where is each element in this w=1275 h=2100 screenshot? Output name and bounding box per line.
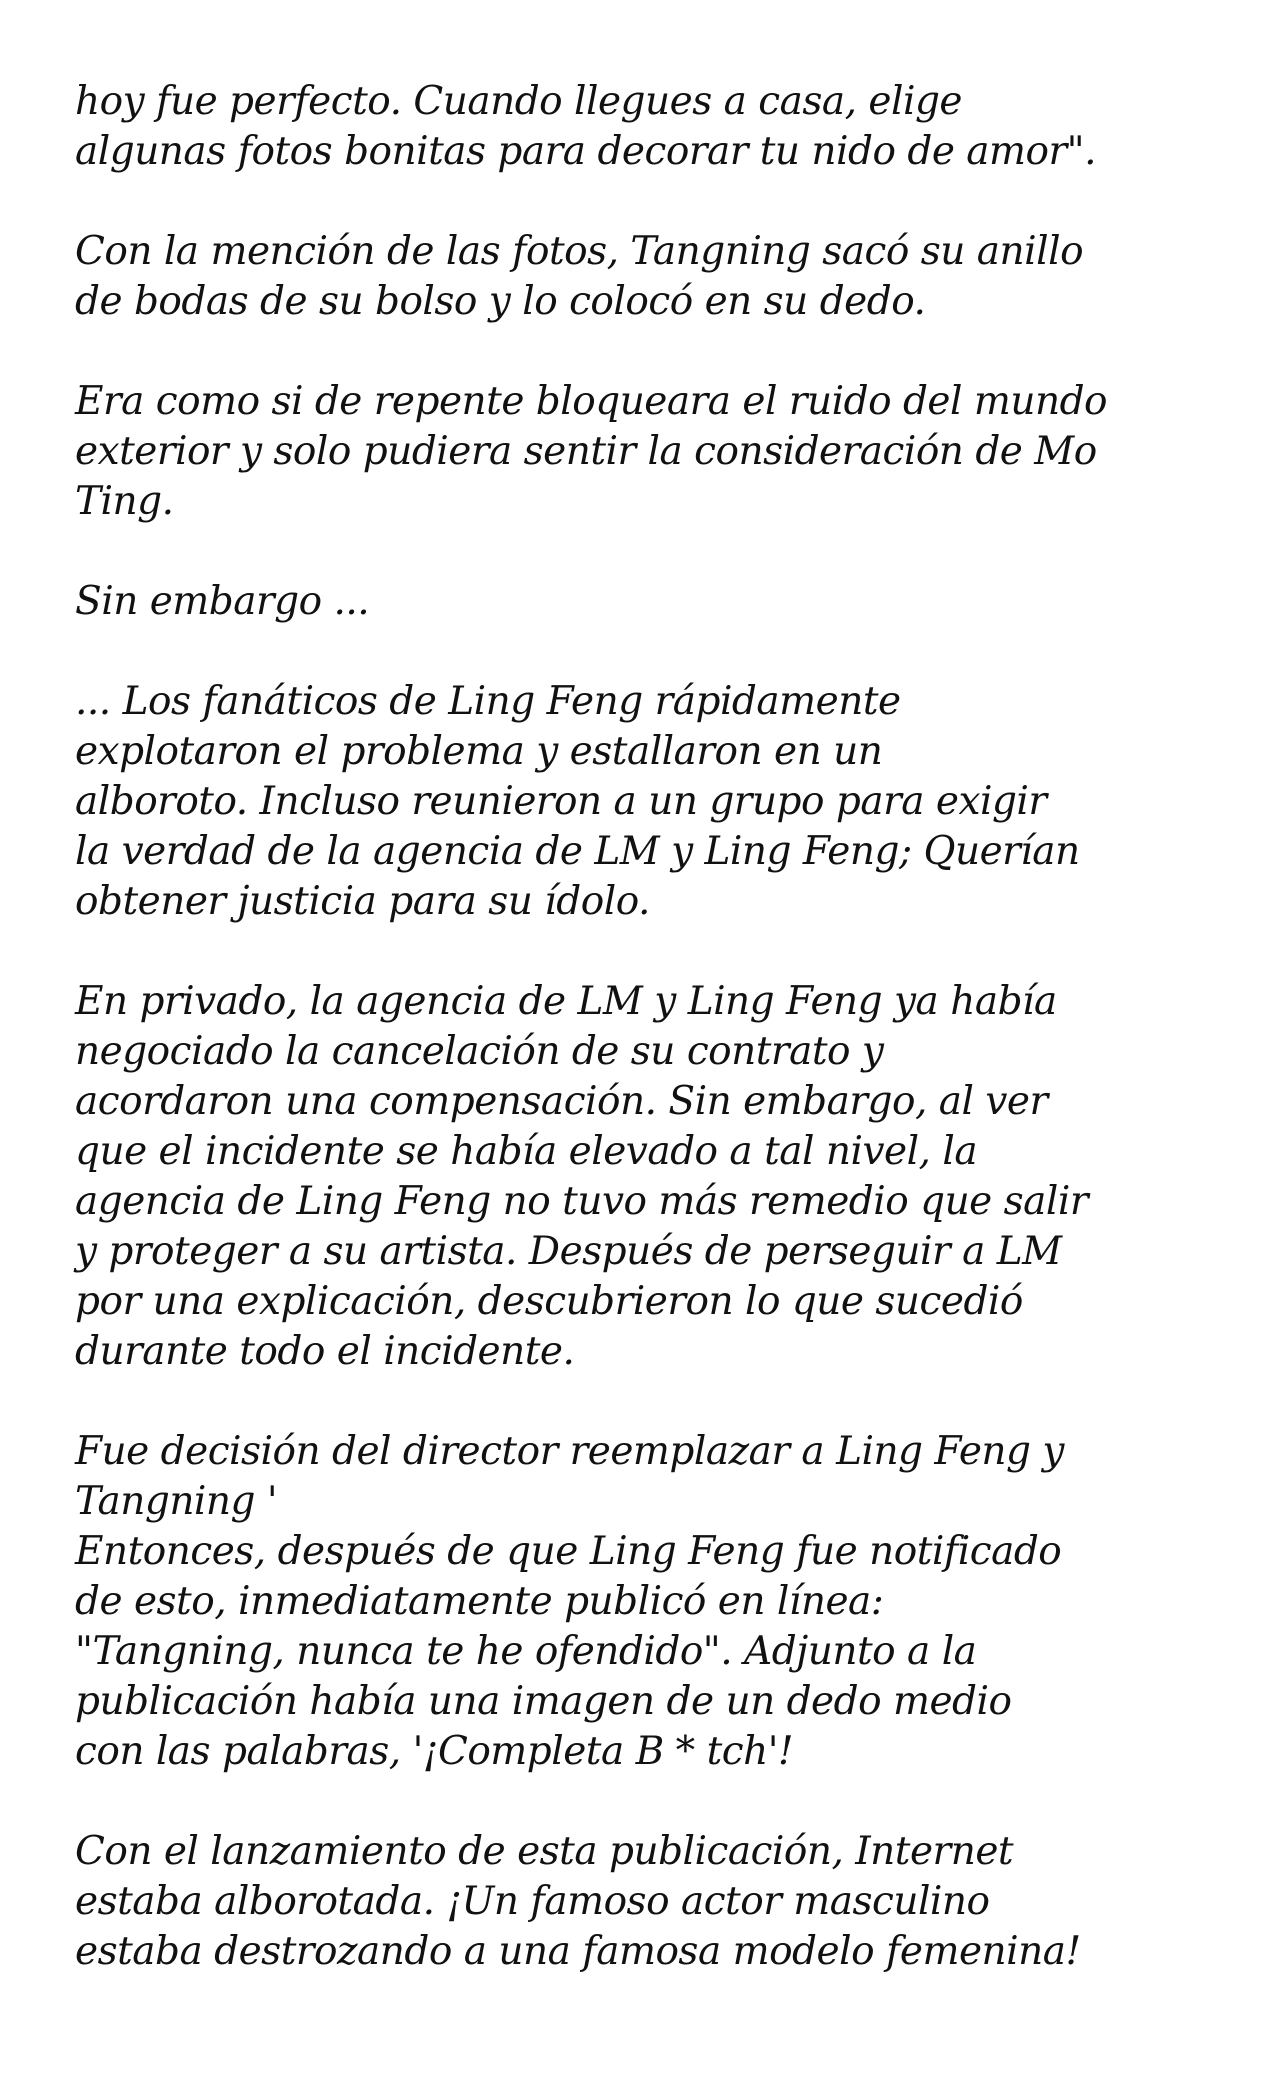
text-line: estaba destrozando a una famosa modelo femenina! [75, 1929, 1081, 1974]
text-line: En privado, la agencia de LM y Ling Feng ya había [75, 979, 1057, 1024]
text-line: y proteger a su artista. Después de perseguir a LM [75, 1229, 1062, 1274]
text-line: Fue decisión del director reemplazar a Ling Feng y [75, 1429, 1064, 1474]
text-line: que el incidente se había elevado a tal nivel, la [75, 1129, 978, 1174]
text-line: de bodas de su bolso y lo colocó en su dedo. [75, 279, 926, 324]
paragraph-5 [75, 677, 1235, 927]
text-line: por una explicación, descubrieron lo que sucedió [75, 1279, 1023, 1324]
text-line: Ting. [75, 479, 174, 524]
paragraph-8 [75, 1827, 1235, 1977]
text-line: Era como si de repente bloqueara el ruido del mundo [75, 379, 1108, 424]
text-line: Sin embargo ... [75, 579, 370, 624]
text-line: algunas fotos bonitas para decorar tu nido de amor". [75, 129, 1097, 174]
text-line: estaba alborotada. ¡Un famoso actor masculino [75, 1879, 990, 1924]
text-line: "Tangning, nunca te he ofendido". Adjunto a la [75, 1629, 977, 1674]
text-line: de esto, inmediatamente publicó en línea: [75, 1579, 884, 1624]
text-line: la verdad de la agencia de LM y Ling Feng; Querían [75, 829, 1080, 874]
text-line: con las palabras, '¡Completa B * tch'! [75, 1729, 794, 1774]
text-line: agencia de Ling Feng no tuvo más remedio que salir [75, 1179, 1089, 1224]
text-line: publicación había una imagen de un dedo medio [75, 1679, 1012, 1724]
text-line: acordaron una compensación. Sin embargo, al ver [75, 1079, 1048, 1124]
text-line: negociado la cancelación de su contrato y [75, 1029, 884, 1074]
text-line: Con el lanzamiento de esta publicación, Internet [75, 1829, 1014, 1874]
text-line: Con la mención de las fotos, Tangning sacó su anillo [75, 229, 1084, 274]
text-line: ... Los fanáticos de Ling Feng rápidamente [75, 679, 901, 724]
text-line: obtener justicia para su ídolo. [75, 879, 650, 924]
text-line: Entonces, después de que Ling Feng fue notificado [75, 1529, 1062, 1574]
paragraph-4 [75, 577, 1235, 627]
text-line: durante todo el incidente. [75, 1329, 575, 1374]
text-line: Tangning ' [75, 1479, 278, 1524]
paragraph-1 [75, 77, 1235, 177]
text-line: explotaron el problema y estallaron en un [75, 729, 883, 774]
text-line: alboroto. Incluso reunieron a un grupo para exigir [75, 779, 1047, 824]
paragraph-3 [75, 377, 1235, 527]
text-line: hoy fue perfecto. Cuando llegues a casa, elige [75, 79, 963, 124]
text-line: exterior y solo pudiera sentir la consideración de Mo [75, 429, 1097, 474]
paragraph-2 [75, 227, 1235, 327]
paragraph-7 [75, 1427, 1235, 1777]
document-body [75, 77, 1235, 2027]
paragraph-6 [75, 977, 1235, 1377]
